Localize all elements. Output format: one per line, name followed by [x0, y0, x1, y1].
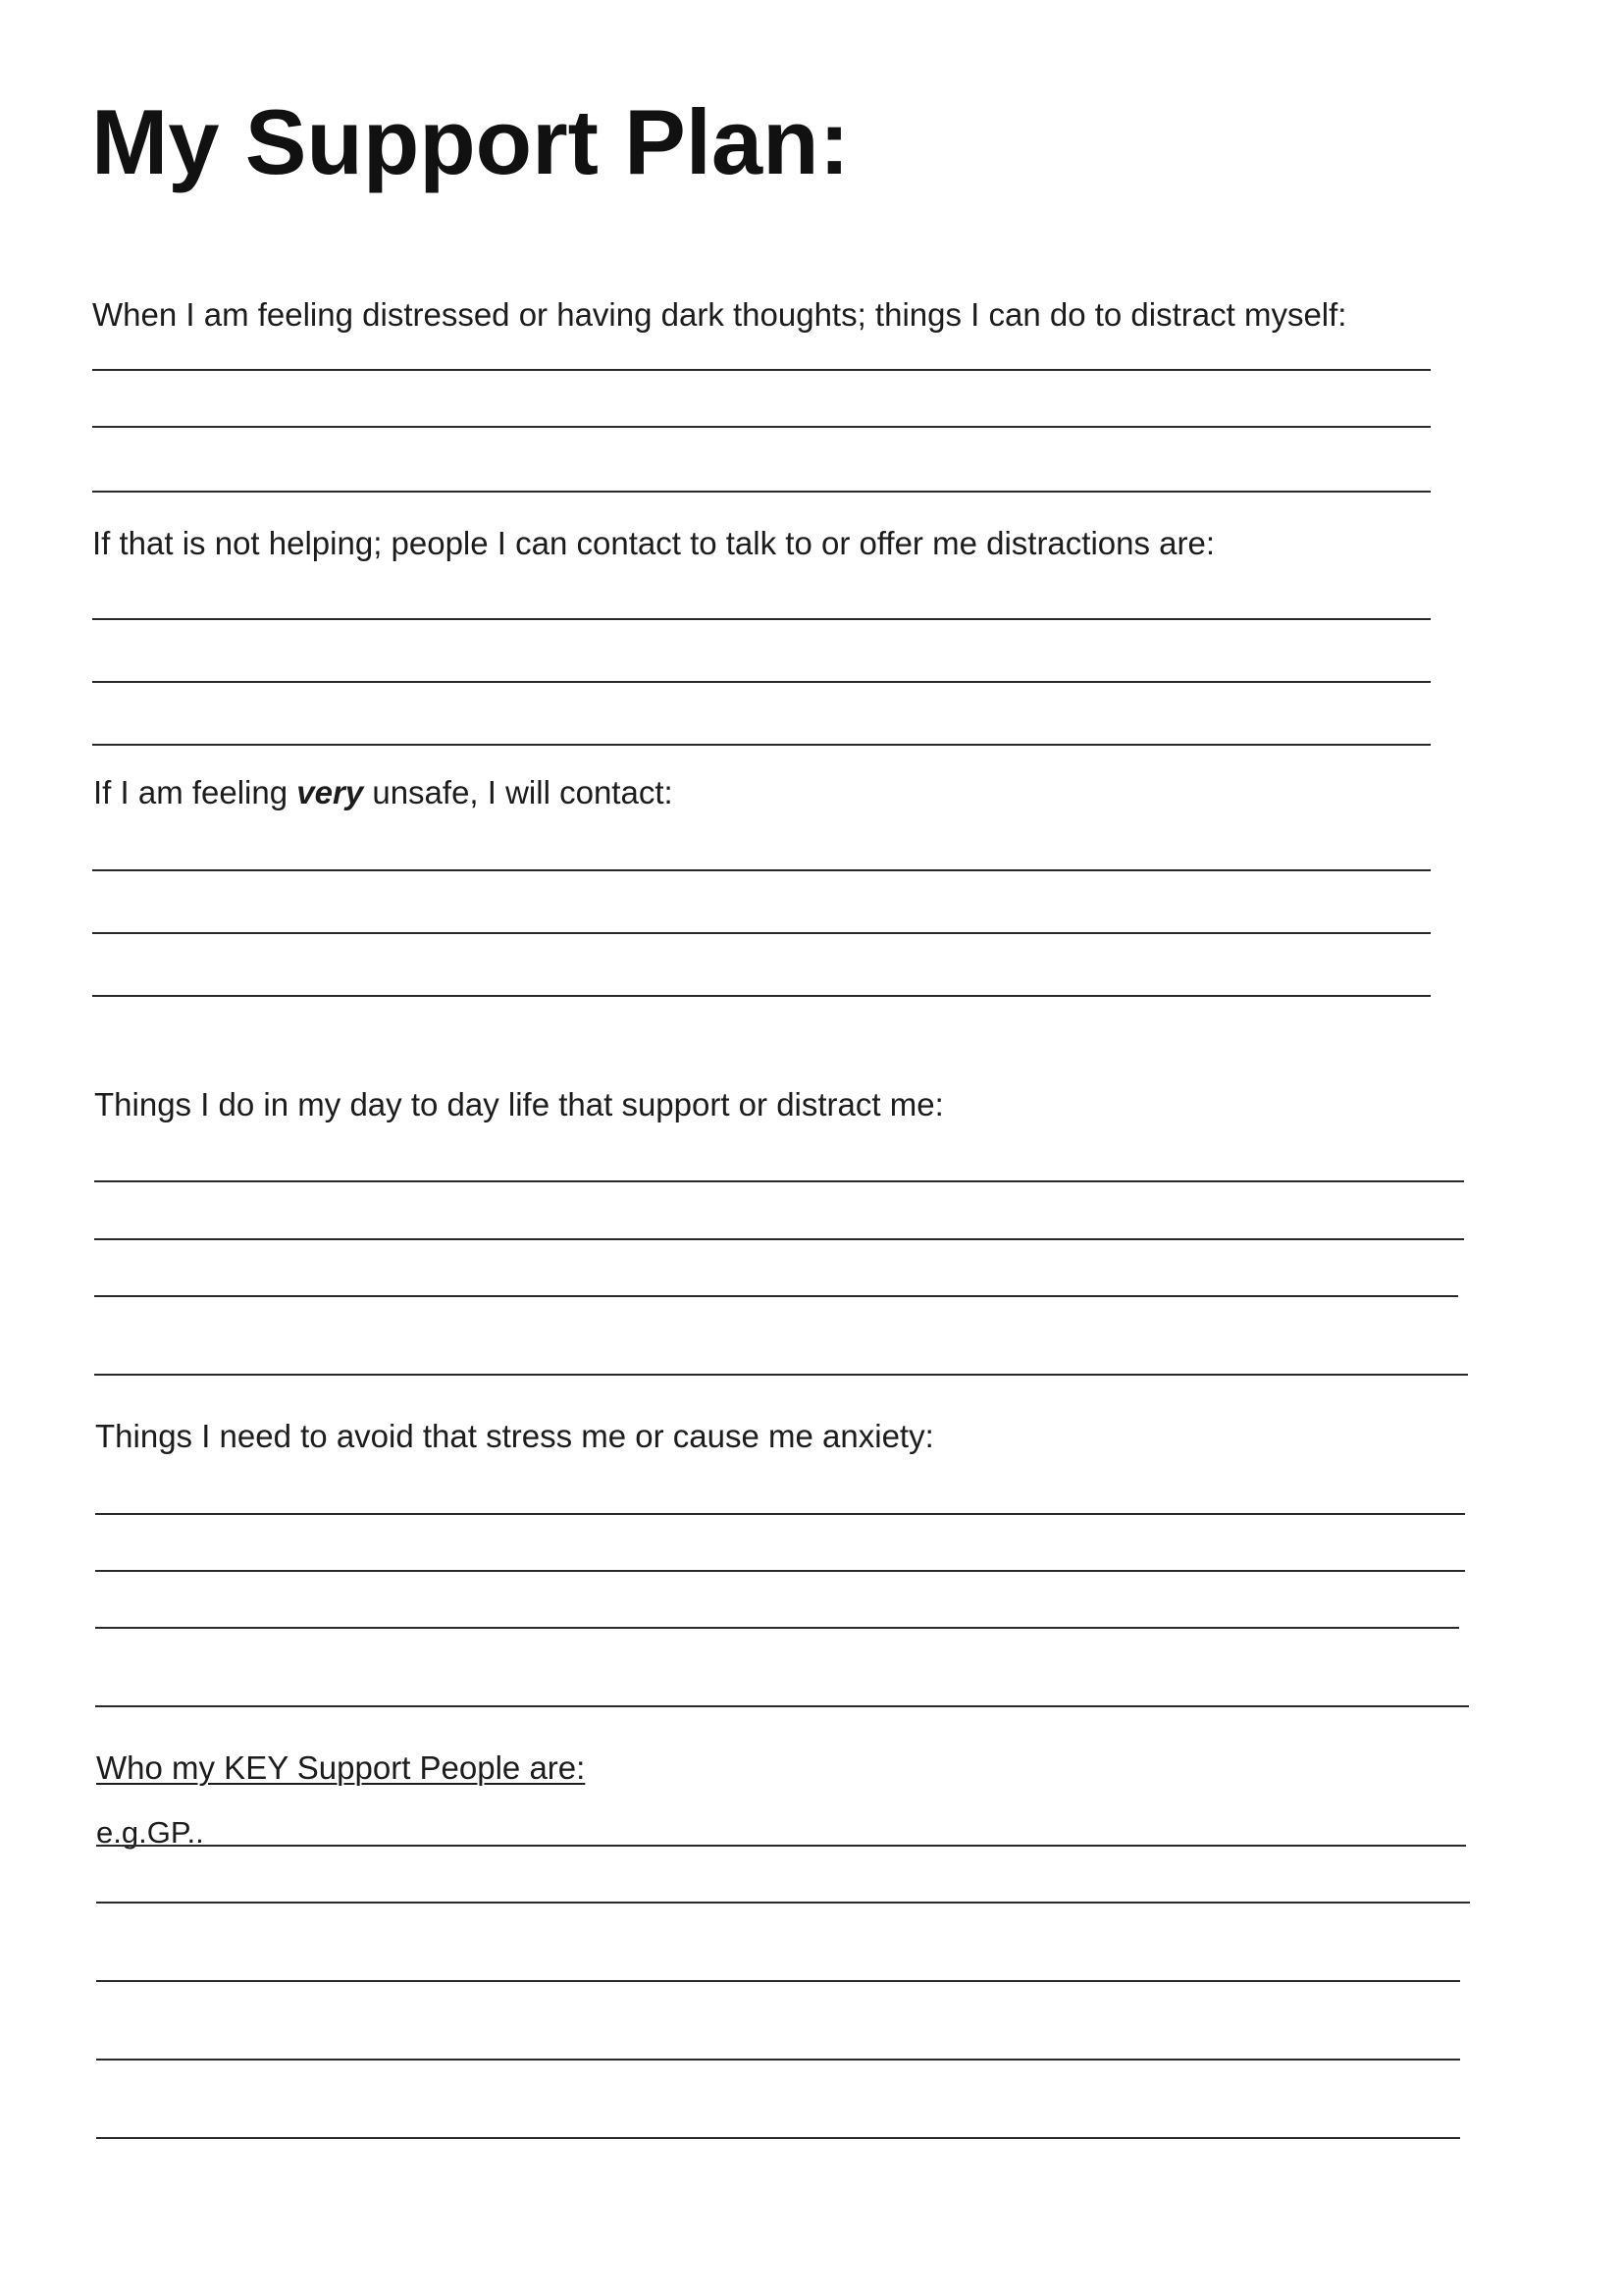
section-4-prompt: Things I do in my day to day life that support or distract me:	[94, 1086, 944, 1122]
section-5-prompt: Things I need to avoid that stress me or cause me anxiety:	[95, 1418, 934, 1454]
section-6-answer-line-5[interactable]	[96, 2137, 1460, 2139]
section-6-example: e.g.GP..	[96, 1815, 204, 1850]
section-1-answer-line-2[interactable]	[92, 426, 1431, 428]
section-4-answer-line-1[interactable]	[94, 1180, 1464, 1182]
section-5-answer-line-1[interactable]	[95, 1513, 1465, 1515]
section-6-answer-line-3[interactable]	[96, 1980, 1460, 1982]
section-5-answer-line-4[interactable]	[95, 1705, 1469, 1707]
section-5-answer-line-3[interactable]	[95, 1627, 1459, 1629]
section-3-answer-line-1[interactable]	[92, 869, 1431, 871]
section-2-answer-line-1[interactable]	[92, 618, 1431, 620]
section-3-prompt	[93, 776, 673, 809]
section-6-prompt: Who my KEY Support People are:	[96, 1749, 586, 1786]
section-6-answer-line-4[interactable]	[96, 2059, 1460, 2061]
section-5-answer-line-2[interactable]	[95, 1570, 1465, 1572]
section-2-answer-line-2[interactable]	[92, 681, 1431, 683]
page-title: My Support Plan:	[91, 90, 850, 193]
section-1-answer-line-3[interactable]	[92, 491, 1431, 493]
section-4-answer-line-2[interactable]	[94, 1238, 1464, 1240]
section-3-prompt-emphasis: very	[296, 774, 364, 810]
section-4-answer-line-4[interactable]	[94, 1374, 1468, 1376]
section-2-prompt: If that is not helping; people I can contact to talk to or offer me distractions are:	[92, 525, 1216, 561]
section-3-prompt-before: If I am feeling	[93, 774, 297, 810]
section-3-prompt-after: unsafe, I will contact:	[363, 774, 673, 810]
section-2-answer-line-3[interactable]	[92, 744, 1431, 746]
section-1-answer-line-1[interactable]	[92, 369, 1431, 371]
section-3-answer-line-3[interactable]	[92, 995, 1431, 997]
section-4-answer-line-3[interactable]	[94, 1295, 1458, 1297]
section-1-prompt: When I am feeling distressed or having dark thoughts; things I can do to distract myself:	[92, 296, 1347, 333]
section-6-answer-line-2[interactable]	[96, 1902, 1470, 1904]
section-6-answer-line-1[interactable]	[96, 1845, 1466, 1847]
section-3-answer-line-2[interactable]	[92, 932, 1431, 934]
